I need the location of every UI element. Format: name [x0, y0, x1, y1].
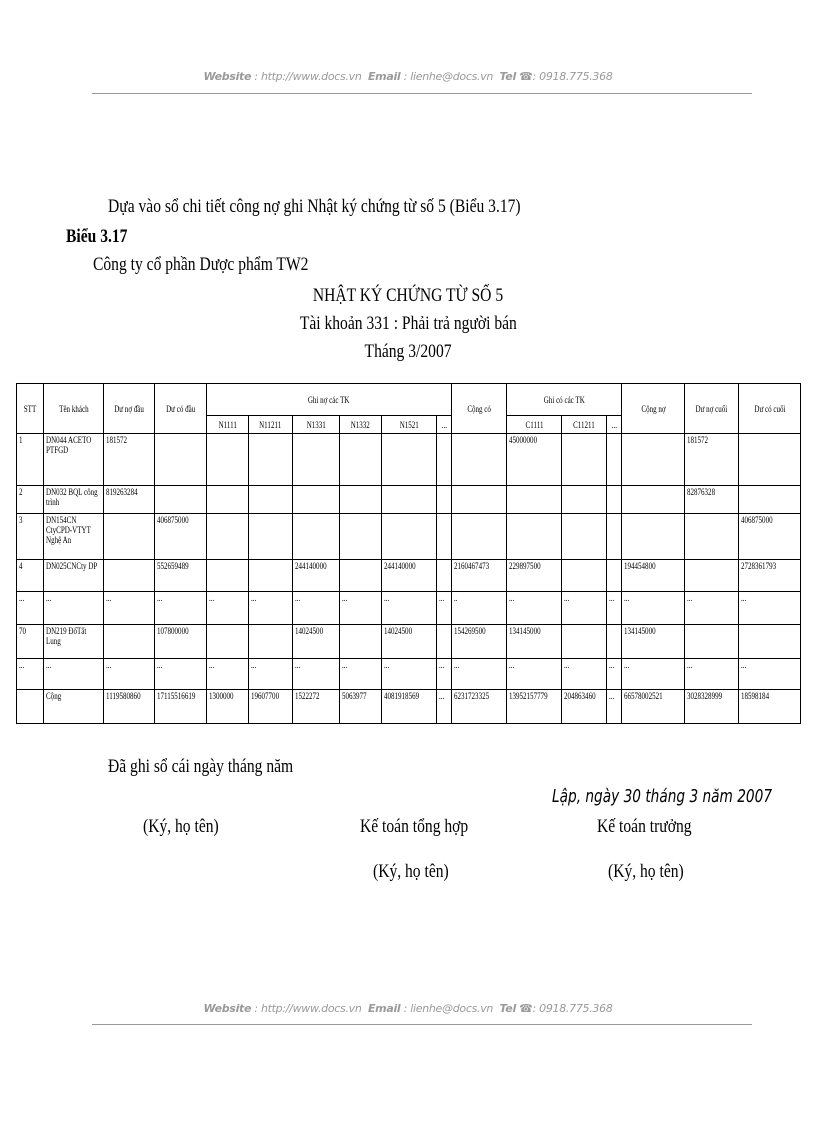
table-cell: ...: [607, 659, 622, 690]
role-general-accountant: Kế toán tổng hợp: [360, 816, 469, 837]
table-cell: [104, 560, 155, 592]
table-cell: [340, 486, 382, 514]
table-cell: 3028328999: [685, 690, 739, 724]
table-cell: [382, 434, 437, 486]
footer-email-address: lienhe@docs.vn: [410, 1002, 494, 1015]
table-cell: 107800000: [155, 625, 207, 659]
table-row: [17, 560, 801, 592]
table-cell: [739, 625, 801, 659]
page-footer: Website : http://www.docs.vn Email : lienhe@docs.vn Tel ☎: 0918.775.368: [203, 1002, 613, 1015]
signature-left: (Ký, họ tên): [143, 816, 219, 837]
table-cell: [562, 434, 607, 486]
table-cell: 13952157779: [507, 690, 562, 724]
role-chief-accountant: Kế toán trưởng: [597, 816, 692, 837]
table-cell: ...: [155, 659, 207, 690]
tel-label: Tel: [499, 70, 516, 83]
website-url: http://www.docs.vn: [260, 70, 362, 83]
table-cell: [739, 486, 801, 514]
table-row: [17, 486, 801, 514]
table-cell: [155, 434, 207, 486]
table-cell: 181572: [104, 434, 155, 486]
header-n1331: N1331: [293, 416, 340, 434]
email-address: lienhe@docs.vn: [410, 70, 494, 83]
header-c11211: C11211: [562, 416, 607, 434]
table-cell: ...: [340, 592, 382, 625]
table-cell: [562, 514, 607, 560]
table-cell: [507, 486, 562, 514]
table-cell: [293, 434, 340, 486]
table-cell: 82876328: [685, 486, 739, 514]
recorded-note: Đã ghi sổ cái ngày tháng năm: [108, 756, 294, 777]
table-cell: [607, 514, 622, 560]
table-cell: [622, 486, 685, 514]
table-cell: ...: [104, 659, 155, 690]
phone-icon: ☎: [519, 70, 533, 83]
footer-tel-number: 0918.775.368: [539, 1002, 613, 1015]
table-cell: [293, 486, 340, 514]
table-cell: [437, 486, 452, 514]
table-cell: DN044 ACETO PTFGD: [44, 434, 104, 486]
table-cell: ...: [382, 659, 437, 690]
table-cell: 14024500: [293, 625, 340, 659]
table-row: [17, 659, 801, 690]
signature-middle: (Ký, họ tên): [373, 861, 449, 882]
table-cell: [437, 514, 452, 560]
header-no-more: ...: [437, 416, 452, 434]
table-row: [17, 592, 801, 625]
table-cell: 3: [17, 514, 44, 560]
table-cell: [340, 560, 382, 592]
table-cell: 17115516619: [155, 690, 207, 724]
table-cell: ...: [507, 659, 562, 690]
table-cell: [17, 690, 44, 724]
page-header: Website : http://www.docs.vn Email : lienhe@docs.vn Tel ☎: 0918.775.368: [203, 70, 613, 83]
footer-tel-label: Tel: [499, 1002, 516, 1015]
footer-website-url: http://www.docs.vn: [260, 1002, 362, 1015]
header-opening-credit: Dư có đầu: [155, 384, 207, 434]
table-cell: ...: [622, 659, 685, 690]
table-cell: [437, 625, 452, 659]
table-cell: ...: [44, 659, 104, 690]
table-cell: 1300000: [207, 690, 249, 724]
table-cell: 2728361793: [739, 560, 801, 592]
table-cell: [685, 625, 739, 659]
table-cell: [207, 434, 249, 486]
table-cell: 45000000: [507, 434, 562, 486]
table-cell: 134145000: [622, 625, 685, 659]
table-cell: DN219 ĐốTất Lung: [44, 625, 104, 659]
footer-website-label: Website: [203, 1002, 252, 1015]
table-cell: [340, 625, 382, 659]
table-cell: [562, 560, 607, 592]
table-cell: [155, 486, 207, 514]
table-cell: ...: [607, 690, 622, 724]
table-cell: ...: [340, 659, 382, 690]
table-cell: [104, 625, 155, 659]
header-total-credit: Cộng có: [452, 384, 507, 434]
table-cell: [207, 625, 249, 659]
table-cell: [293, 514, 340, 560]
table-cell: 6231723325: [452, 690, 507, 724]
header-customer-name: Tên khách: [44, 384, 104, 434]
table-cell: [607, 486, 622, 514]
header-n1111: N1111: [207, 416, 249, 434]
table-cell: ...: [249, 592, 293, 625]
table-cell: 229897500: [507, 560, 562, 592]
table-cell: ...: [207, 592, 249, 625]
email-label: Email: [367, 70, 401, 83]
table-cell: 406875000: [155, 514, 207, 560]
table-cell: ...: [507, 592, 562, 625]
table-cell: ...: [739, 592, 801, 625]
table-cell: [382, 486, 437, 514]
account-title: Tài khoản 331 : Phải trả người bán: [299, 313, 517, 334]
table-cell: [607, 625, 622, 659]
table-cell: 1: [17, 434, 44, 486]
table-cell: 18598184: [739, 690, 801, 724]
table-cell: [685, 514, 739, 560]
table-cell: [207, 514, 249, 560]
table-cell: ...: [607, 592, 622, 625]
table-cell: [437, 434, 452, 486]
table-cell: [104, 514, 155, 560]
table-cell: ...: [293, 592, 340, 625]
table-cell: [607, 434, 622, 486]
table-cell: ...: [685, 592, 739, 625]
tel-number: 0918.775.368: [539, 70, 613, 83]
table-cell: DN032 BQL công trình: [44, 486, 104, 514]
table-cell: ...: [17, 592, 44, 625]
table-cell: [452, 434, 507, 486]
table-cell: [685, 560, 739, 592]
table-cell: [249, 560, 293, 592]
header-closing-debit: Dư nợ cuối: [685, 384, 739, 434]
table-row: [17, 514, 801, 560]
header-n1332: N1332: [340, 416, 382, 434]
table-cell: [382, 514, 437, 560]
table-cell: [562, 486, 607, 514]
table-cell: 4081918569: [382, 690, 437, 724]
table-cell: DN154CN CtyCPD-VTYT Nghệ An: [44, 514, 104, 560]
header-n1521: N1521: [382, 416, 437, 434]
table-row: [17, 625, 801, 659]
table-cell: [452, 486, 507, 514]
table-cell: ...: [437, 659, 452, 690]
table-cell: 5063977: [340, 690, 382, 724]
table-cell: ...: [685, 659, 739, 690]
table-cell: 244140000: [293, 560, 340, 592]
table-cell: ...: [437, 690, 452, 724]
table-row: [17, 690, 801, 724]
header-debit-accounts: Ghi nợ các TK: [207, 384, 452, 416]
table-cell: [437, 560, 452, 592]
header-c1111: C1111: [507, 416, 562, 434]
ledger-body: [17, 434, 801, 724]
header-n11211: N11211: [249, 416, 293, 434]
table-cell: ...: [739, 659, 801, 690]
ledger-table: [16, 383, 801, 724]
date-line: Lập, ngày 30 tháng 3 năm 2007: [552, 786, 773, 807]
table-cell: 406875000: [739, 514, 801, 560]
footer-phone-icon: ☎: [519, 1002, 533, 1015]
table-cell: DN025CNCty DP: [44, 560, 104, 592]
header-co-more: ...: [607, 416, 622, 434]
table-cell: [622, 514, 685, 560]
table-cell: ...: [44, 592, 104, 625]
table-cell: ...: [207, 659, 249, 690]
table-cell: ...: [562, 659, 607, 690]
table-cell: [452, 514, 507, 560]
table-cell: [249, 486, 293, 514]
table-row: [17, 434, 801, 486]
form-label: Biểu 3.17: [66, 226, 128, 247]
website-label: Website: [203, 70, 252, 83]
header-credit-accounts: Ghi có các TK: [507, 384, 622, 416]
header-closing-credit: Dư có cuối: [739, 384, 801, 434]
footer-email-label: Email: [367, 1002, 401, 1015]
table-cell: [249, 434, 293, 486]
table-cell: 19607700: [249, 690, 293, 724]
table-cell: 2: [17, 486, 44, 514]
table-cell: ...: [382, 592, 437, 625]
table-cell: ...: [437, 592, 452, 625]
header-stt: STT: [17, 384, 44, 434]
intro-text: Dựa vào sổ chi tiết công nợ ghi Nhật ký chứng từ số 5 (Biểu 3.17): [108, 196, 521, 217]
table-cell: ...: [249, 659, 293, 690]
table-cell: [562, 625, 607, 659]
table-cell: 204863460: [562, 690, 607, 724]
table-cell: ...: [452, 659, 507, 690]
table-cell: ...: [622, 592, 685, 625]
header-opening-debit: Dư nợ đầu: [104, 384, 155, 434]
signature-right: (Ký, họ tên): [608, 861, 684, 882]
footer-rule: [92, 1024, 752, 1025]
table-cell: ...: [104, 592, 155, 625]
table-cell: 552659489: [155, 560, 207, 592]
table-cell: 4: [17, 560, 44, 592]
table-cell: 70: [17, 625, 44, 659]
table-cell: [607, 560, 622, 592]
table-cell: 154269500: [452, 625, 507, 659]
table-cell: 66578002521: [622, 690, 685, 724]
table-cell: 819263284: [104, 486, 155, 514]
table-cell: [739, 434, 801, 486]
period-title: Tháng 3/2007: [364, 341, 452, 362]
table-cell: 14024500: [382, 625, 437, 659]
table-cell: [507, 514, 562, 560]
company-name: Công ty cổ phần Dược phẩm TW2: [93, 254, 309, 275]
table-cell: 1522272: [293, 690, 340, 724]
table-cell: [207, 486, 249, 514]
table-cell: [249, 514, 293, 560]
table-cell: ...: [17, 659, 44, 690]
table-cell: [622, 434, 685, 486]
table-cell: 194454800: [622, 560, 685, 592]
table-cell: 2160467473: [452, 560, 507, 592]
table-cell: ...: [293, 659, 340, 690]
table-cell: [249, 625, 293, 659]
table-cell: 134145000: [507, 625, 562, 659]
table-cell: [340, 434, 382, 486]
header-rule: [92, 93, 752, 94]
table-cell: [207, 560, 249, 592]
table-cell: ...: [562, 592, 607, 625]
table-cell: [340, 514, 382, 560]
table-cell: 1119580860: [104, 690, 155, 724]
journal-title: NHẬT KÝ CHỨNG TỪ SỐ 5: [312, 285, 504, 306]
header-total-debit: Cộng nợ: [622, 384, 685, 434]
table-cell: 181572: [685, 434, 739, 486]
table-cell: Cộng: [44, 690, 104, 724]
table-cell: ...: [155, 592, 207, 625]
table-cell: 244140000: [382, 560, 437, 592]
table-cell: ..: [452, 592, 507, 625]
